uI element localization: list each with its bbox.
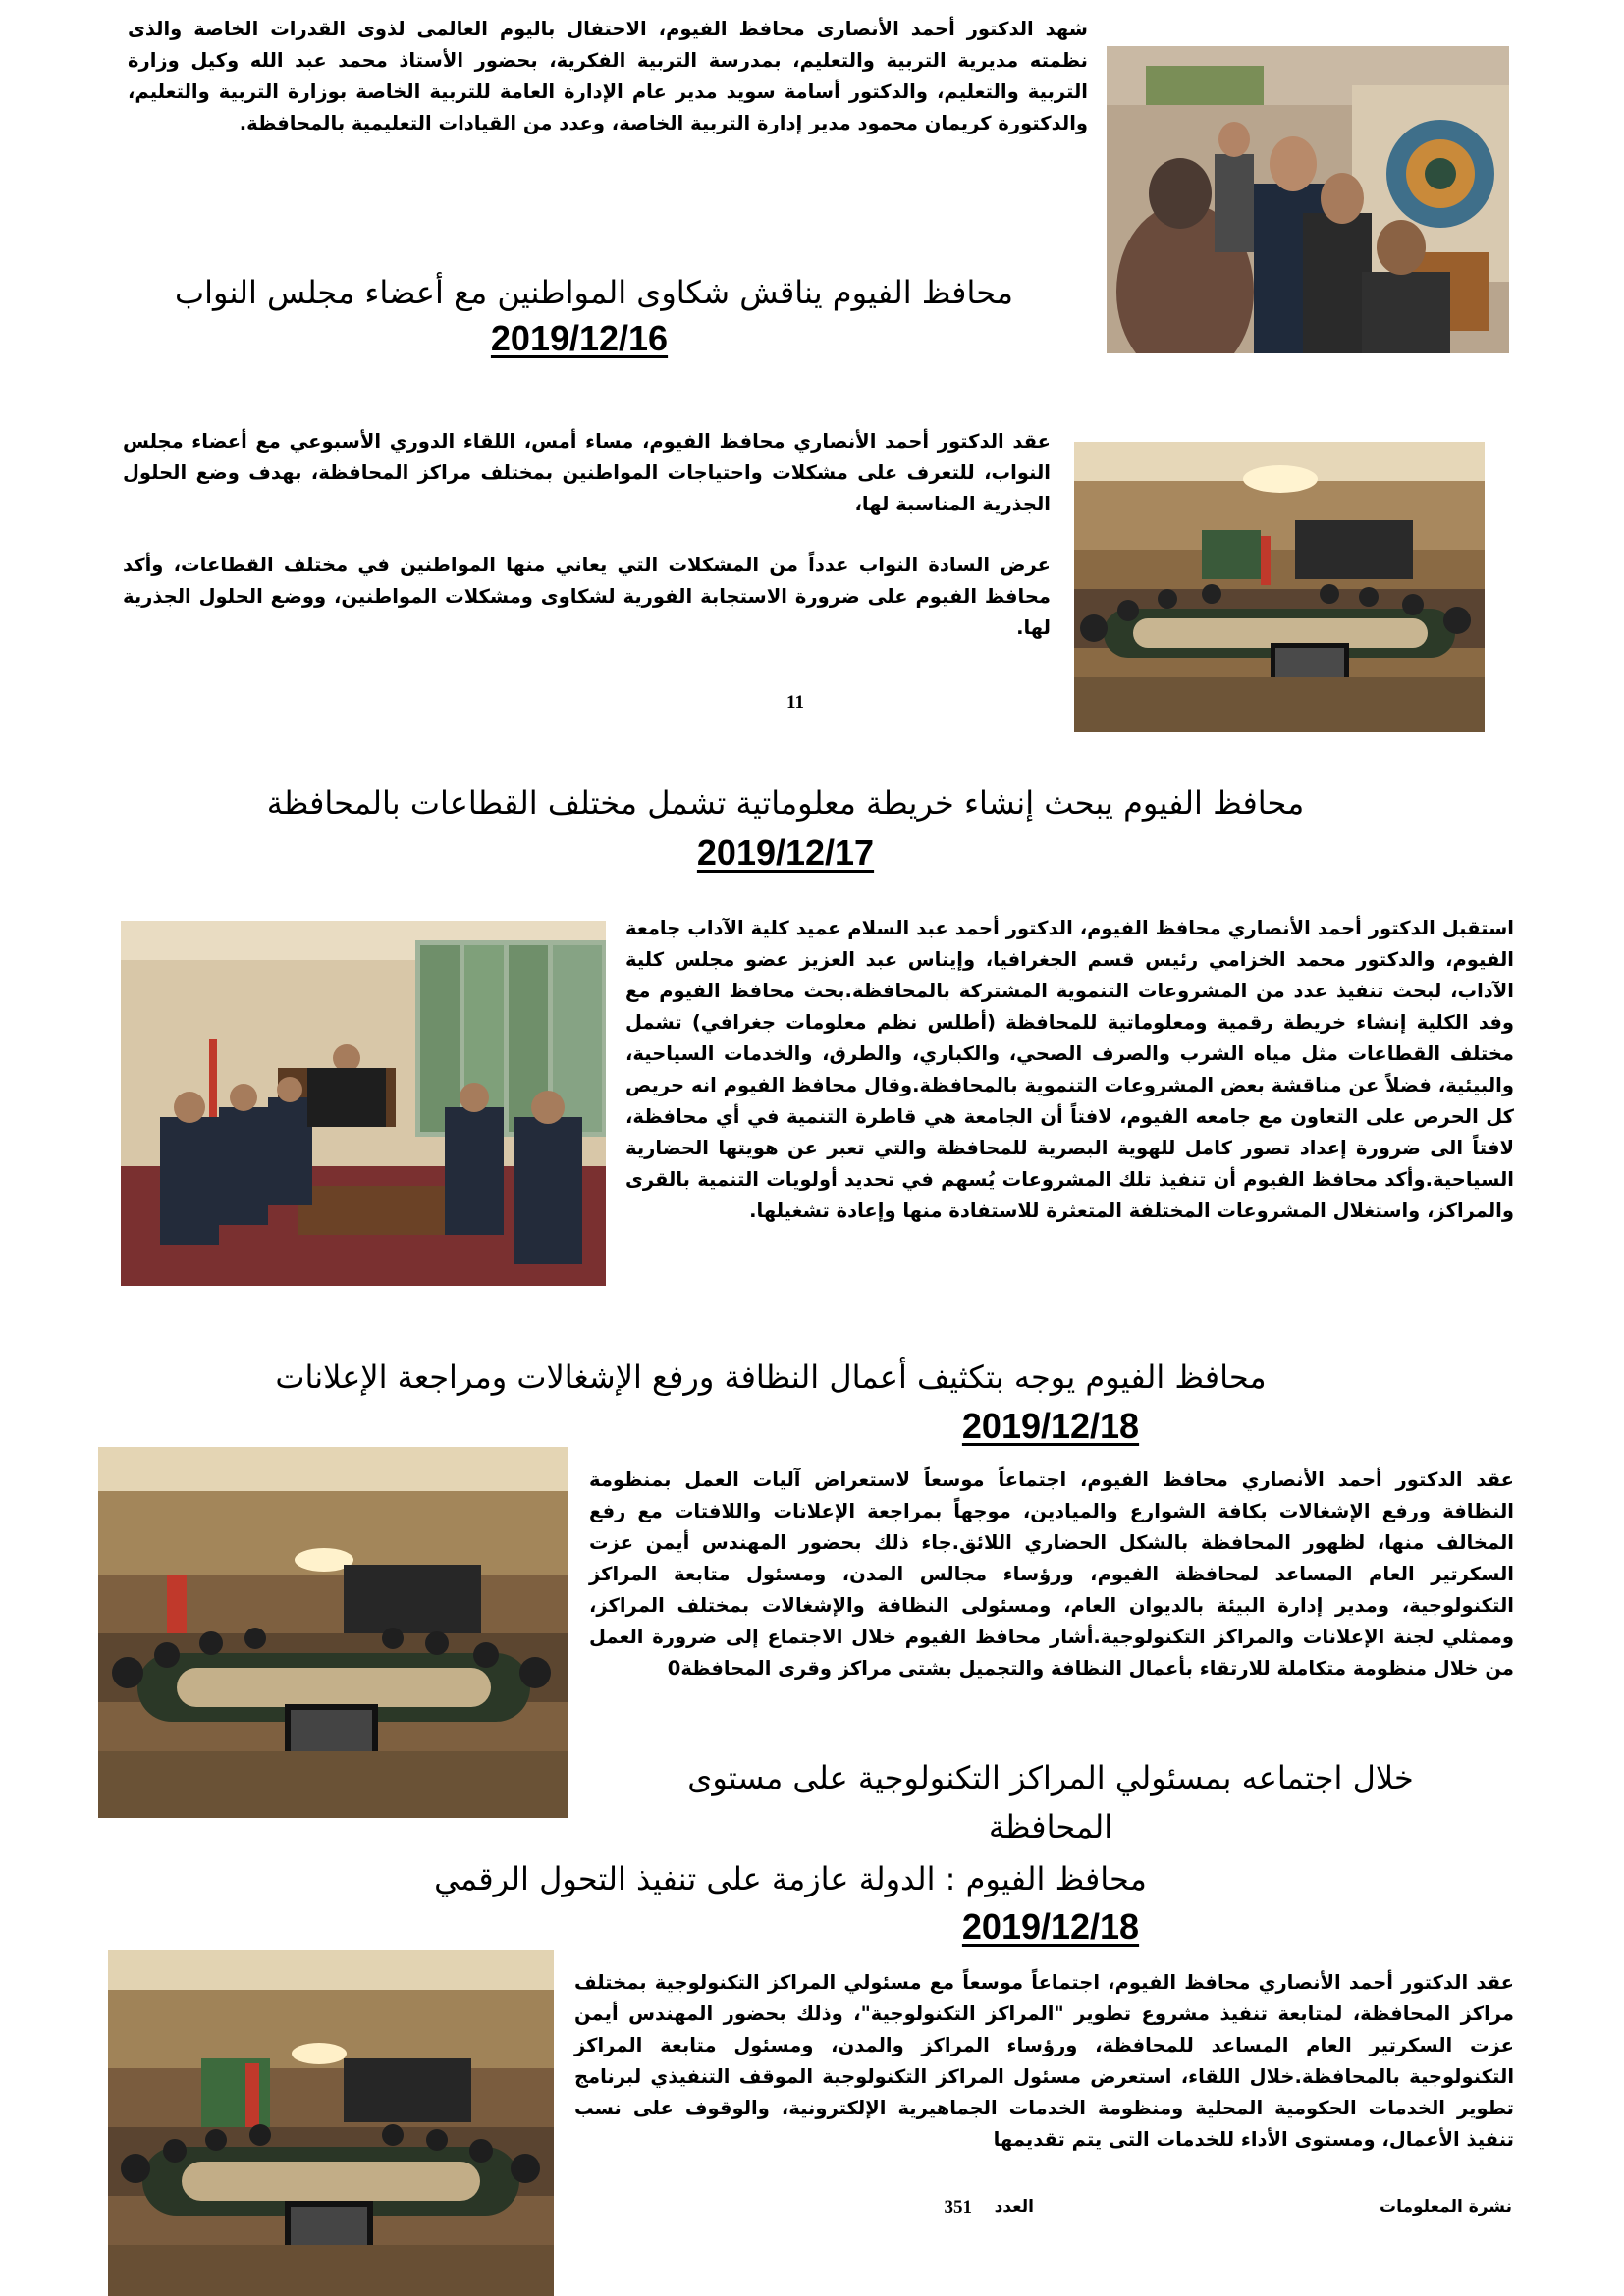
headline: محافظ الفيوم يوجه بتكثيف أعمال النظافة ورفع الإشغالات ومراجعة الإعلانات xyxy=(275,1359,1267,1396)
headline: محافظ الفيوم : الدولة عازمة على تنفيذ التحول الرقمي xyxy=(434,1860,1147,1897)
photo-exhibition xyxy=(1107,46,1509,353)
article-body: شهد الدكتور أحمد الأنصارى محافظ الفيوم، الاحتفال باليوم العالمى لذوى القدرات الخاصة والذى نظمته مديرية التربية والتعليم، بمدرسة التربية الفكرية، بحضور الأستاذ محمد عبد الله وكيل وزارة التربية والتعليم، والدكتور أسامة سويد مدير عام الإدارة العامة للتربية الخاصة بوزارة التربية والتعليم، والدكتورة كريمان محمود مدير إدارة التربية الخاصة، وعدد من القيادات التعليمية بالمحافظة. xyxy=(128,18,1088,134)
photo-cleanliness-meeting xyxy=(98,1447,568,1818)
article-body: عقد الدكتور أحمد الأنصاري محافظ الفيوم، مساء أمس، اللقاء الدوري الأسبوعي مع أعضاء مجلس النواب، للتعرف على مشكلات واحتياجات المواطنين بمختلف مراكز المحافظة، بهدف وضع الحلول الجذرية المناسبة لها، xyxy=(123,430,1051,515)
article-date: 2019/12/18 xyxy=(961,1406,1140,1446)
page-number: 11 xyxy=(786,692,804,713)
article-body: عقد الدكتور أحمد الأنصاري محافظ الفيوم، اجتماعاً موسعاً لاستعراض آليات العمل بمنظومة النظافة ورفع الإشغالات بكافة الشوارع والميادين، موجهاً بمراجعة الإعلانات واللافتات مع رفع المخالف منها، لظهور المحافظة بالشكل الحضاري اللائق.جاء ذلك بحضور المهندس أيمن عزت السكرتير العام المساعد لمحافظة الفيوم، ورؤساء مجالس المدن، ومسئول متابعة المراكز التكنولوجية، ومدير إدارة البيئة بالديوان العام، ومسئولى النظافة والإشغالات بمختلف المراكز، وممثلي لجنة الإعلانات والمراكز التكنولوجية.أشار محافظ الفيوم خلال الاجتماع إلى ضرورة العمل من خلال منظومة متكاملة للارتقاء بأعمال النظافة والتجميل بشتى مراكز وقرى المحافظة0 xyxy=(589,1468,1514,1680)
headline: محافظ الفيوم يبحث إنشاء خريطة معلوماتية تشمل مختلف القطاعات بالمحافظة xyxy=(266,784,1305,822)
article-body: عرض السادة النواب عدداً من المشكلات التي يعاني منها المواطنين في مختلف القطاعات، وأكد محافظ الفيوم على ضرورة الاستجابة الفورية لشكاوى ومشكلات المواطنين، ووضع الحلول الجذرية لها. xyxy=(123,554,1051,639)
headline-intro-continued: المحافظة xyxy=(988,1808,1113,1845)
publication-name: نشرة المعلومات xyxy=(1379,2197,1512,2216)
article-body: عقد الدكتور أحمد الأنصاري محافظ الفيوم، اجتماعاً موسعاً مع مسئولي المراكز التكنولوجية بمختلف مراكز المحافظة، لمتابعة تنفيذ مشروع تطوير "المراكز التكنولوجية"، وذلك بحضور المهندس أيمن عزت السكرتير العام المساعد للمحافظة، ورؤساء المراكز والمدن، ومسئول متابعة المراكز التكنولوجية بالمحافظة.خلال اللقاء، استعرض مسئول المراكز التكنولوجية الموقف التنفيذي لبرنامج تطوير الخدمات الحكومية المحلية ومنظومة الخدمات الجماهيرية الإلكترونية، والوقوف على نسب تنفيذ الأعمال، ومستوى الأداء للخدمات التى يتم تقديمها xyxy=(574,1971,1514,2151)
headline: محافظ الفيوم يناقش شكاوى المواطنين مع أعضاء مجلس النواب xyxy=(175,274,1013,311)
article-date: 2019/12/16 xyxy=(490,318,669,358)
article-date: 2019/12/17 xyxy=(696,832,875,873)
headline-intro: خلال اجتماعه بمسئولي المراكز التكنولوجية على مستوى xyxy=(687,1759,1414,1796)
article-date: 2019/12/18 xyxy=(961,1906,1140,1947)
photo-tech-centers-meeting xyxy=(108,1950,554,2296)
article-body: استقبل الدكتور أحمد الأنصاري محافظ الفيوم، الدكتور أحمد عبد السلام عميد كلية الآداب جامعة الفيوم، والدكتور محمد الخزامي رئيس قسم الجغرافيا، وإيناس عبد العزيز عضو مجلس كلية الآداب، لبحث تنفيذ عدد من المشروعات التنموية المشتركة بالمحافظة.بحث محافظ الفيوم مع وفد الكلية إنشاء خريطة رقمية ومعلوماتية للمحافظة (أطلس نظم معلومات جغرافي) تشمل مختلف القطاعات مثل مياه الشرب والصرف الصحي، والكباري، والطرق، والخدمات السياحية، والبيئية، فضلاً عن مناقشة بعض المشروعات التنموية بالمحافظة.وقال محافظ الفيوم انه حريص كل الحرص على التعاون مع جامعه الفيوم، لافتاً أن الجامعة هي قاطرة التنمية في أي محافظة، لافتاً الى ضرورة إعداد تصور كامل للهوية البصرية للمحافظة والتي تعبر عن هويتها الحضارية السياحية.وأكد محافظ الفيوم أن تنفيذ تلك المشروعات يُسهم في تحديد أولويات التنمية بالقرى والمراكز، واستغلال المشروعات المختلفة المتعثرة للاستفادة منها وإعادة تشغيلها. xyxy=(625,917,1514,1222)
issue-number: 351 xyxy=(944,2197,972,2217)
issue-label: العدد xyxy=(994,2197,1034,2216)
photo-mps-meeting xyxy=(1074,442,1485,732)
photo-faculty-visit xyxy=(121,921,606,1286)
